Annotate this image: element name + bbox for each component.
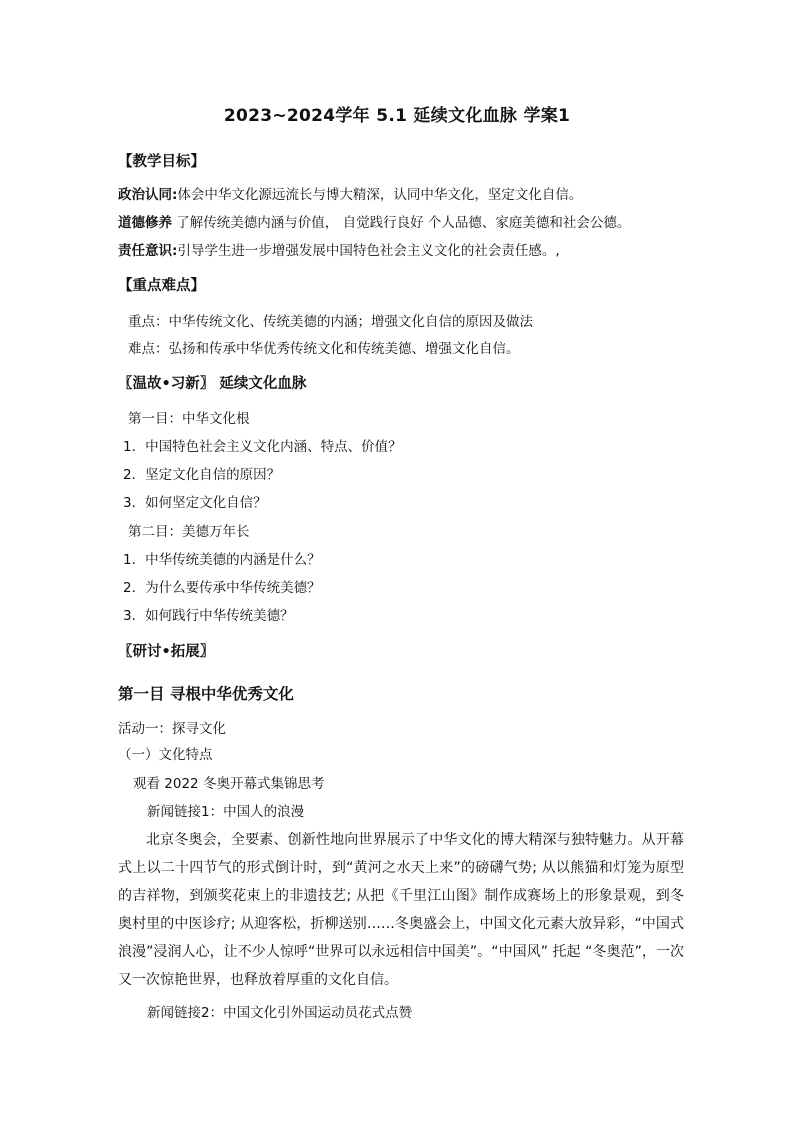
key-point: 重点：中华传统文化、传统美德的内涵；增强文化自信的原因及做法 (128, 314, 533, 330)
goal-label: 责任意识: (118, 243, 178, 259)
review-item: 2．为什么要传承中华传统美德？ (123, 580, 321, 596)
explore-heading: 〖研讨•拓展〗 (118, 644, 215, 660)
review-item: 3．如何坚定文化自信？ (123, 495, 267, 511)
sub-section-label: （一）文化特点 (118, 747, 213, 763)
review-part1-title: 第一目：中华文化根 (128, 411, 250, 427)
review-part2-title: 第二目：美德万年长 (128, 524, 250, 540)
review-item: 2．坚定文化自信的原因？ (123, 467, 281, 483)
activity-label: 活动一：探寻文化 (118, 721, 226, 737)
goal-label: 政治认同: (118, 187, 178, 203)
goal-responsibility (118, 241, 560, 261)
goal-text: 了解传统美德内涵与价值， 自觉践行良好 个人品德、家庭美德和社会公德。 (172, 215, 631, 231)
goals-heading: 【教学目标】 (118, 154, 205, 170)
review-item: 1．中华传统美德的内涵是什么？ (123, 552, 321, 568)
news-paragraph: 北京冬奥会，全要素、创新性地向世界展示了中华文化的博大精深与独特魅力。从开幕式上以二十四节气的形式倒计时，到“黄河之水天上来”的磅礴气势; 从以熊猫和灯笼为原型的吉祥物，到颁奖花束上的非遗技艺; 从把《千里江山图》制作成赛场上的形象景观，到冬奥村里的中医诊疗; 从迎客松，折柳送别……冬奥盛会上，中国文化元素大放异彩，“中国式浪漫”浸润人心，让不少人惊呼“世界可以永远相信中国美”。“中国风” 托起 “冬奥范”，一次又一次惊艳世界，也释放着厚重的文化自信。 (118, 832, 684, 988)
document-title: 2023~2024学年 5.1 延续文化血脉 学案1 (223, 106, 571, 126)
news-link-1: 新闻链接1：中国人的浪漫 (147, 804, 305, 820)
review-item: 1．中国特色社会主义文化内涵、特点、价值？ (123, 439, 402, 455)
review-heading: 〖温故•习新〗 延续文化血脉 (118, 376, 307, 392)
key-heading: 【重点难点】 (118, 278, 205, 294)
watch-prompt: 观看 2022 冬奥开幕式集锦思考 (133, 776, 325, 792)
goal-label: 道德修养 (118, 215, 172, 231)
goal-political (118, 185, 582, 205)
news-link-2: 新闻链接2：中国文化引外国运动员花式点赞 (147, 1005, 413, 1021)
goal-moral (118, 213, 630, 233)
review-item: 3．如何践行中华传统美德？ (123, 608, 294, 624)
goal-text: 体会中华文化源远流长与博大精深，认同中华文化，坚定文化自信。 (177, 187, 583, 203)
difficulty-point: 难点：弘扬和传承中华优秀传统文化和传统美德、增强文化自信。 (128, 341, 520, 357)
explore-subheading: 第一目 寻根中华优秀文化 (118, 685, 294, 703)
goal-text: 引导学生进一步增强发展中国特色社会主义文化的社会责任感。, (177, 243, 560, 259)
